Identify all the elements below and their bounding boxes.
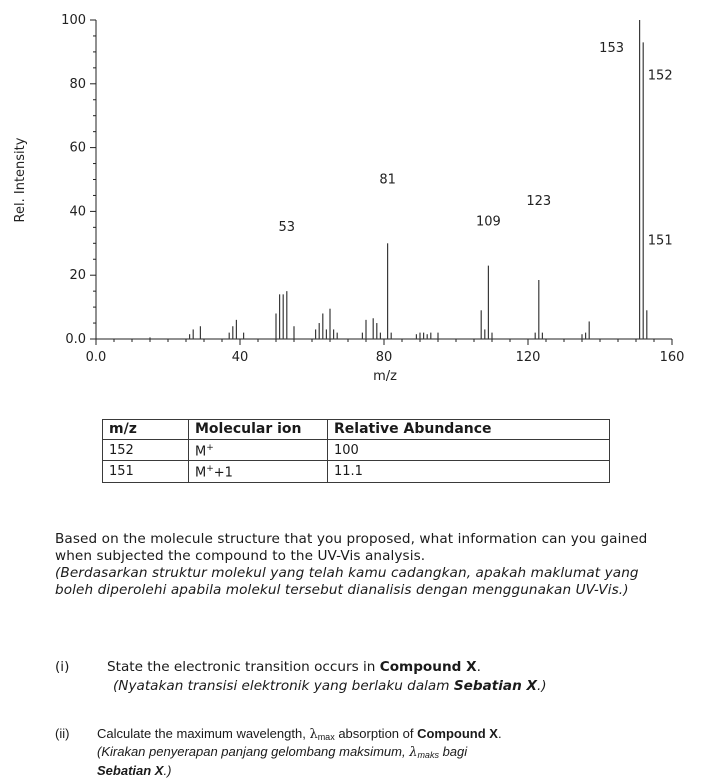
y-tick-label: 80 — [69, 76, 86, 92]
table-header-row — [103, 420, 610, 440]
y-tick-label: 100 — [61, 13, 86, 28]
question-malay: (Berdasarkan struktur molekul yang telah kamu cadangkan, apakah maklumat yang boleh diperolehi apabila molekul tersebut dianalisis dengan menggunakan UV-Vis.) — [55, 565, 639, 598]
part-i — [55, 658, 655, 698]
table-row — [103, 440, 610, 461]
x-tick-label: 0.0 — [85, 350, 107, 365]
part-i-english: State the electronic transition occurs in Compound X. — [107, 659, 481, 675]
peak-label: 53 — [278, 220, 296, 236]
peak-label: 153 — [599, 41, 625, 56]
peak-label: 152 — [647, 68, 673, 84]
y-axis-label: Rel. Intensity — [13, 137, 28, 223]
cell-mz: 152 — [103, 440, 189, 461]
peak-label: 81 — [379, 172, 396, 188]
spectrum-peaks — [150, 20, 647, 339]
chart-axes — [61, 13, 684, 365]
cell-mz: 151 — [103, 461, 189, 482]
x-tick-label: 80 — [375, 350, 393, 365]
part-i-number: (i) — [55, 659, 70, 675]
cell-molecular-ion: M++1 — [189, 461, 328, 482]
question-english: Based on the molecule structure that you proposed, what information can you gained when subjected the compound to the UV-Vis analysis. — [55, 531, 648, 564]
header-mz: m/z — [103, 420, 189, 440]
x-axis-label: m/z — [373, 369, 397, 384]
part-ii-malay: (Kirakan penyerapan panjang gelombang maksimum, λmaks bagi — [97, 744, 468, 760]
x-tick-label: 120 — [515, 350, 541, 365]
part-ii-malay-cont: Sebatian X.) — [97, 763, 172, 778]
peak-label: 123 — [526, 193, 552, 209]
y-tick-label: 40 — [69, 204, 86, 220]
part-ii — [55, 725, 655, 783]
x-tick-label: 40 — [231, 350, 249, 365]
molecular-ion-table — [102, 419, 610, 483]
peak-labels — [279, 41, 673, 248]
part-i-malay: (Nyatakan transisi elektronik yang berlaku dalam Sebatian X.) — [113, 678, 547, 694]
cell-abundance: 11.1 — [328, 461, 610, 482]
peak-label: 109 — [475, 214, 501, 230]
header-molecular-ion: Molecular ion — [189, 420, 328, 440]
y-tick-label: 0.0 — [65, 332, 86, 347]
part-ii-english: Calculate the maximum wavelength, λmax absorption of Compound X. — [97, 726, 502, 742]
y-tick-label: 20 — [69, 268, 86, 284]
header-relative-abundance: Relative Abundance — [328, 420, 610, 440]
question-text — [55, 531, 665, 599]
table-row — [103, 461, 610, 482]
cell-molecular-ion: M+ — [189, 440, 328, 461]
part-ii-number: (ii) — [55, 726, 70, 741]
peak-label: 151 — [647, 233, 673, 249]
cell-abundance: 100 — [328, 440, 610, 461]
y-tick-label: 60 — [69, 140, 86, 156]
x-tick-label: 160 — [659, 350, 685, 365]
